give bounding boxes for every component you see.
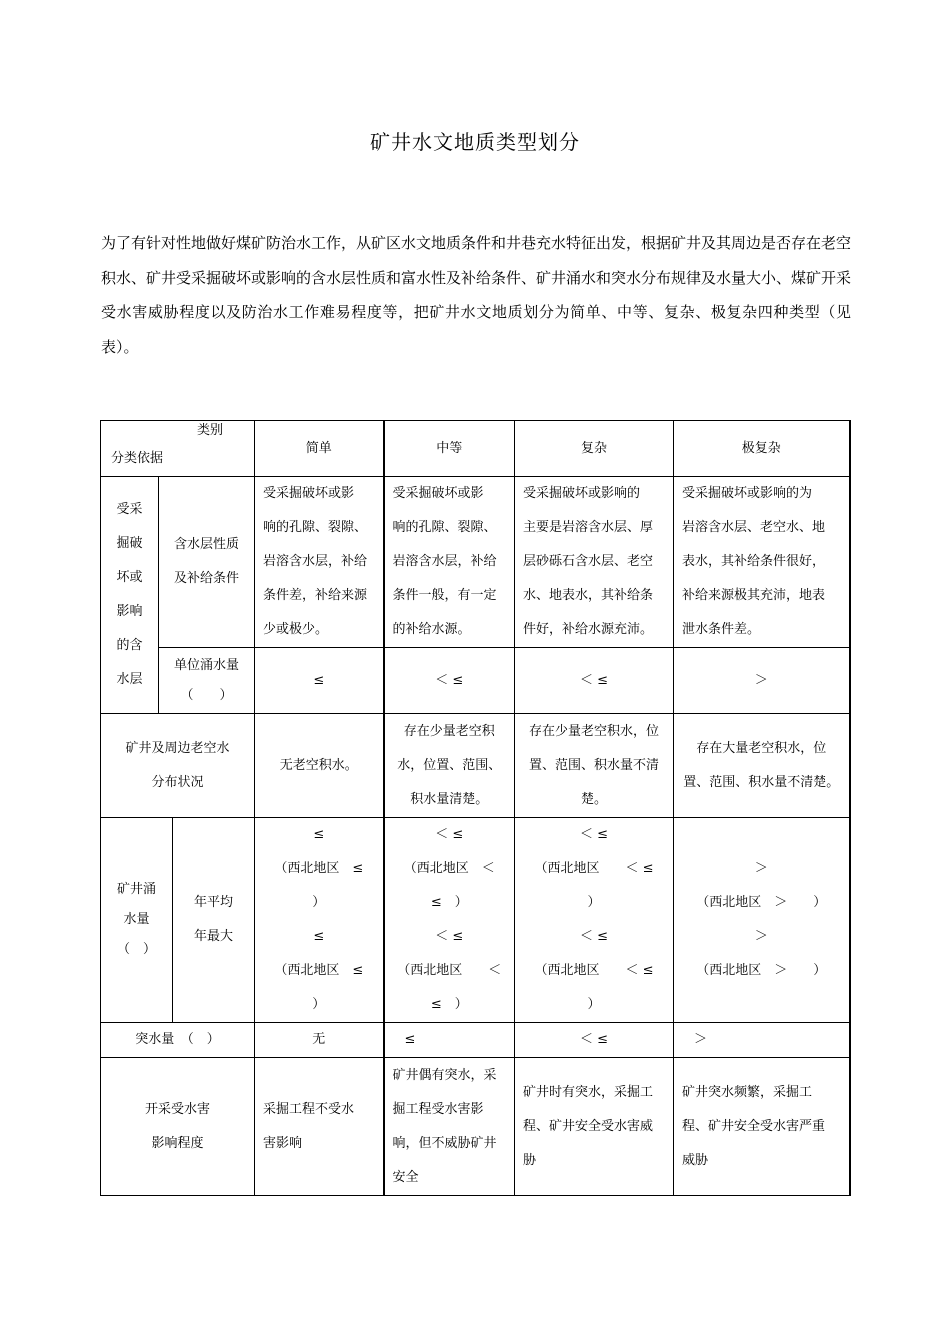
- cell-line: 矿井突水频繁，采掘工: [682, 1084, 813, 1100]
- label-line: （ ）: [180, 687, 233, 703]
- cell-line: 受采掘破坏或影: [392, 486, 484, 501]
- cell-line: 水、地表水，其补给条: [523, 588, 654, 603]
- label-line: 影响程度: [151, 1135, 204, 1151]
- cell-line: 响的孔隙、裂隙、: [392, 520, 497, 535]
- hazard-very-complex: [674, 1058, 850, 1196]
- header-corner-basis: 分类依据: [111, 451, 164, 466]
- cell-line: 存在少量老空积水，位: [529, 723, 660, 739]
- intro-paragraph: [101, 226, 851, 364]
- label-line: 开采受水害: [145, 1101, 211, 1117]
- cell-line: 件好，补给水源充沛。: [523, 622, 654, 637]
- classification-table: [100, 420, 851, 1196]
- inrush-medium: ≤: [384, 1023, 515, 1058]
- mine-inflow-sub-label: [173, 818, 255, 1023]
- cell-line: 积水量清楚。: [410, 791, 489, 807]
- cell-line: ）: [312, 895, 326, 910]
- cell-line: 条件差，补给来源: [263, 588, 368, 603]
- label-line: 矿井涌: [116, 882, 156, 897]
- cell-line: 岩溶含水层，补给: [392, 554, 497, 569]
- cell-line: ）: [312, 997, 326, 1012]
- aquifer-group-label: [101, 477, 159, 714]
- old-goaf-simple: [255, 714, 384, 818]
- cell-line: ）: [587, 895, 601, 910]
- aquifer-nature-complex: [515, 477, 674, 648]
- cell-line: ）: [587, 997, 601, 1012]
- hazard-complex: [515, 1058, 674, 1196]
- cell-line: 存在大量老空积水，位: [696, 740, 827, 756]
- cell-line: 程、矿井安全受水害威: [523, 1118, 654, 1134]
- cell-line: 掘工程受水害影: [392, 1101, 484, 1117]
- old-goaf-complex: [515, 714, 674, 818]
- mine-inflow-very-complex: [674, 818, 850, 1023]
- cell-line: ＜ ≤: [580, 929, 609, 944]
- cell-line: 响的孔隙、裂隙、: [263, 520, 368, 535]
- table-row: [101, 477, 850, 648]
- unit-inflow-simple: ≤: [255, 648, 384, 714]
- cell-line: ≤ ）: [430, 997, 468, 1012]
- cell-line: （西北地区 ＜: [397, 963, 502, 978]
- cell-line: 存在少量老空积: [403, 723, 495, 739]
- cell-line: 层砂砾石含水层、老空: [523, 554, 654, 569]
- cell-line: 的补给水源。: [392, 622, 471, 637]
- old-goaf-label: [101, 714, 255, 818]
- label-line: 水层: [116, 672, 143, 687]
- cell-line: 置、范围、积水量不清: [529, 757, 660, 773]
- label-line: 年最大: [194, 929, 234, 944]
- cell-line: ＜ ≤: [435, 827, 464, 842]
- cell-line: 水，位置、范围、: [397, 757, 502, 773]
- table-row: [101, 818, 850, 1023]
- cell-line: 少或极少。: [263, 622, 329, 637]
- cell-line: 补给来源极其充沛，地表: [682, 588, 826, 603]
- cell-line: 受采掘破坏或影: [263, 486, 355, 501]
- cell-line: 害影响: [263, 1135, 303, 1151]
- cell-line: 威胁: [682, 1152, 709, 1168]
- cell-line: ≤ ）: [430, 895, 468, 910]
- cell-line: ≤: [313, 929, 325, 944]
- inrush-simple: 无: [255, 1023, 384, 1058]
- table-row: [101, 1058, 850, 1196]
- hazard-medium: [384, 1058, 515, 1196]
- inrush-label: 突水量 （ ）: [101, 1023, 255, 1058]
- aquifer-nature-simple: [255, 477, 384, 648]
- cell-line: 矿井偶有突水，采: [392, 1067, 497, 1083]
- cell-line: 响，但不威胁矿井: [392, 1135, 497, 1151]
- cell-line: 受采掘破坏或影响的为: [682, 486, 813, 501]
- header-simple: 简单: [255, 421, 384, 477]
- table-row: [101, 648, 850, 714]
- aquifer-nature-medium: [384, 477, 515, 648]
- cell-line: （西北地区 ＜: [403, 861, 495, 876]
- label-line: 的含: [116, 638, 143, 653]
- inrush-complex: ＜ ≤: [515, 1023, 674, 1058]
- unit-inflow-very-complex: ＞: [674, 648, 850, 714]
- cell-line: 表水，其补给条件很好，: [682, 554, 826, 569]
- page-title: 矿井水文地质类型划分: [370, 130, 580, 154]
- old-goaf-very-complex: [674, 714, 850, 818]
- hazard-label: [101, 1058, 255, 1196]
- cell-line: （西北地区 ＜ ≤: [534, 963, 654, 978]
- label-line: （ ）: [116, 942, 156, 957]
- mine-inflow-label: [101, 818, 173, 1023]
- mine-inflow-simple: [255, 818, 384, 1023]
- cell-line: ＞: [754, 929, 768, 944]
- intro-text: 为了有针对性地做好煤矿防治水工作，从矿区水文地质条件和井巷充水特征出发，根据矿井及其周边是否存在老空积水、矿井受采掘破坏或影响的含水层性质和富水性及补给条件、矿井涌水和突水分布规律及水量大小、煤矿开采受水害威胁程度以及防治水工作难易程度等，把矿井水文地质划分为简单、中等、复杂、极复杂四种类型（见表）。: [101, 234, 852, 356]
- label-line: 影响: [116, 604, 143, 619]
- cell-line: （西北地区 ＞ ）: [696, 963, 827, 978]
- old-goaf-medium: [384, 714, 515, 818]
- header-corner: [101, 421, 255, 477]
- cell-line: 楚。: [581, 791, 608, 807]
- aquifer-nature-very-complex: [674, 477, 850, 648]
- cell-line: 无老空积水。: [279, 757, 358, 773]
- cell-line: ≤: [313, 827, 325, 842]
- cell-line: 程、矿井安全受水害严重: [682, 1118, 826, 1134]
- label-line: 水量: [123, 912, 150, 927]
- cell-line: （西北地区 ≤: [274, 963, 364, 978]
- cell-line: ＞: [754, 861, 768, 876]
- cell-line: （西北地区 ≤: [274, 861, 364, 876]
- cell-line: ＜ ≤: [435, 929, 464, 944]
- header-complex: 复杂: [515, 421, 674, 477]
- cell-line: 受采掘破坏或影响的: [523, 486, 641, 501]
- unit-inflow-complex: ＜ ≤: [515, 648, 674, 714]
- cell-line: 泄水条件差。: [682, 622, 761, 637]
- cell-line: （西北地区 ＞ ）: [696, 895, 827, 910]
- label-line: 含水层性质: [174, 537, 240, 552]
- cell-line: 胁: [523, 1152, 537, 1168]
- cell-line: 矿井时有突水，采掘工: [523, 1084, 654, 1100]
- cell-line: 主要是岩溶含水层、厚: [523, 520, 654, 535]
- label-line: 掘破: [116, 536, 143, 551]
- table-header-row: [101, 421, 850, 477]
- header-very-complex: 极复杂: [674, 421, 850, 477]
- cell-line: （西北地区 ＜ ≤: [534, 861, 654, 876]
- unit-inflow-medium: ＜ ≤: [384, 648, 515, 714]
- unit-inflow-label: [159, 648, 255, 714]
- hazard-simple: [255, 1058, 384, 1196]
- cell-line: 安全: [392, 1169, 419, 1185]
- table-row: [101, 714, 850, 818]
- aquifer-nature-label: [159, 477, 255, 648]
- label-line: 矿井及周边老空水: [125, 740, 230, 756]
- label-line: 坏或: [116, 570, 143, 585]
- cell-line: 条件一般，有一定: [392, 588, 497, 603]
- label-line: 单位涌水量: [174, 657, 240, 673]
- label-line: 受采: [116, 502, 143, 517]
- cell-line: 岩溶含水层、老空水、地: [682, 520, 826, 535]
- mine-inflow-medium: [384, 818, 515, 1023]
- table-row: [101, 1023, 850, 1058]
- label-line: 及补给条件: [174, 571, 240, 586]
- label-line: 年平均: [194, 895, 234, 910]
- cell-line: 岩溶含水层，补给: [263, 554, 368, 569]
- cell-line: 置、范围、积水量不清楚。: [683, 774, 840, 790]
- mine-inflow-complex: [515, 818, 674, 1023]
- header-corner-category: 类别: [197, 423, 224, 438]
- inrush-very-complex: ＞: [674, 1023, 850, 1058]
- cell-line: 采掘工程不受水: [263, 1101, 355, 1117]
- label-line: 分布状况: [151, 774, 204, 790]
- cell-line: ＜ ≤: [580, 827, 609, 842]
- header-medium: 中等: [384, 421, 515, 477]
